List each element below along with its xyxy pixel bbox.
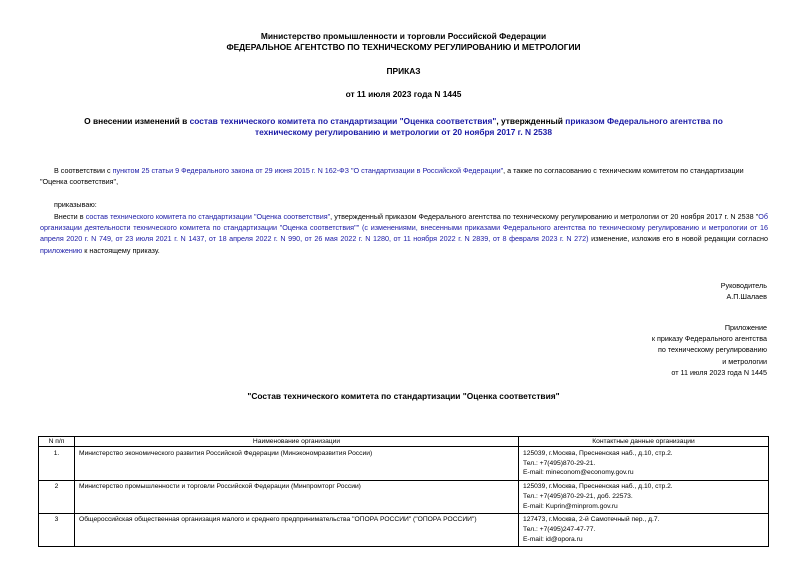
- table-row: [39, 447, 769, 480]
- preamble-a: В соответствии с: [54, 166, 113, 175]
- row-org-name: Министерство промышленности и торговли Российской Федерации (Минпромторг России): [75, 480, 519, 513]
- order-word: приказываю:: [54, 200, 97, 209]
- appendix-line1: Приложение: [724, 323, 767, 332]
- doc-type: ПРИКАЗ: [386, 66, 421, 76]
- preamble-c: "Оценка соответствия",: [40, 177, 119, 187]
- contact-phone: Тел.: +7(495)247-47-77.: [523, 526, 596, 534]
- table-row: [39, 480, 769, 513]
- contact-email: E-mail: id@opora.ru: [523, 536, 583, 544]
- appendix-line2: к приказу Федерального агентства: [651, 334, 767, 344]
- contact-email: E-mail: Kuprin@minprom.gov.ru: [523, 502, 618, 510]
- header-agency: ФЕДЕРАЛЬНОЕ АГЕНТСТВО ПО ТЕХНИЧЕСКОМУ РЕГУЛИРОВАНИЮ И МЕТРОЛОГИИ: [226, 42, 581, 52]
- title-part1: О внесении изменений в: [84, 116, 190, 126]
- body-link-composition[interactable]: состав технического комитета по стандартизации "Оценка соответствия": [85, 212, 331, 221]
- signature-block: [721, 280, 767, 302]
- body-b: , утвержденный приказом Федерального агентства по техническому регулированию и метрологии от 20 ноября 2017 г. N 2538 ": [330, 212, 759, 221]
- appendix-line3: по техническому регулированию: [657, 345, 767, 355]
- order-title: [0, 116, 807, 138]
- appendix-block: [652, 322, 767, 378]
- appendix-line4: и метрологии: [722, 356, 767, 366]
- preamble-b: , а также по согласованию с техническим комитетом по стандартизации: [503, 166, 744, 175]
- preamble-law-link[interactable]: пунктом 25 статьи 9 Федерального закона от 29 июня 2015 г. N 162-ФЗ "О стандартизации в Российской Федерации": [112, 166, 504, 175]
- doc-date-number: от 11 июля 2023 года N 1445: [345, 89, 462, 99]
- row-num: 3: [39, 513, 75, 546]
- contact-email: E-mail: mineconom@economy.gov.ru: [523, 469, 634, 477]
- appendix-line5: от 11 июля 2023 года N 1445: [671, 367, 767, 377]
- col-header-num: N п/п: [39, 437, 75, 447]
- body-amendments[interactable]: " (с изменениями, внесенными приказами Федерального агентства по техническому регулированию и метрологии от 16 апреля 2020 г. N 749, от 23 июля 2021 г. N 1437, от 18 апреля 2022 г. N 990, от 26 мая 2022 г. N 1280, от 11 ноября 2022 г. N 2839, от 8 февраля 2023 г. N 272): [40, 223, 769, 244]
- table-header-row: [39, 437, 769, 447]
- col-header-contact: Контактные данные организации: [519, 437, 769, 447]
- signature-name: А.П.Шалаев: [726, 292, 767, 302]
- contact-address: 125039, г.Москва, Пресненская наб., д.10, стр.2.: [523, 449, 673, 457]
- row-contact: [519, 513, 769, 546]
- body-d: изменение, изложив его в новой редакции согласно: [588, 234, 768, 244]
- order-title-line2: [0, 127, 807, 138]
- contact-phone: Тел.: +7(495)870-29-21.: [523, 459, 596, 467]
- contact-address: 127473, г.Москва, 2-й Самотечный пер., д.7.: [523, 516, 660, 524]
- composition-title: "Состав технического комитета по стандартизации "Оценка соответствия": [247, 391, 560, 401]
- body-a: Внести в: [54, 212, 86, 221]
- row-num: 1.: [39, 447, 75, 480]
- row-num: 2: [39, 480, 75, 513]
- title-part2: , утвержденный: [496, 116, 566, 126]
- col-header-name: Наименование организации: [75, 437, 519, 447]
- signature-role: Руководитель: [720, 281, 767, 290]
- preamble-paragraph: [40, 165, 768, 187]
- contact-phone: Тел.: +7(495)870-29-21, доб. 22573.: [523, 492, 633, 500]
- body-link-organization[interactable]: Об организации деятельности технического комитета по стандартизации "Оценка соответствия": [40, 212, 768, 233]
- row-contact: [519, 480, 769, 513]
- row-org-name: Министерство экономического развития Российской Федерации (Минэкономразвития России): [75, 447, 519, 480]
- title-link-order-b[interactable]: техническому регулированию и метрологии от 20 ноября 2017 г. N 2538: [255, 126, 552, 137]
- row-contact: [519, 447, 769, 480]
- order-title-line1: [0, 116, 807, 127]
- contact-address: 125039, г.Москва, Пресненская наб., д.10, стр.2.: [523, 483, 673, 491]
- table-row: [39, 513, 769, 546]
- title-link-composition[interactable]: состав технического комитета по стандартизации "Оценка соответствия": [189, 116, 497, 126]
- body-link-appendix[interactable]: приложению: [40, 245, 83, 255]
- row-org-name: Общероссийская общественная организация малого и среднего предпринимательства "ОПОРА РОССИИ" ("ОПОРА РОССИИ"): [75, 513, 519, 546]
- organizations-table: [38, 436, 769, 547]
- title-link-order-a[interactable]: приказом Федерального агентства по: [565, 116, 723, 126]
- body-paragraph: [40, 211, 768, 256]
- body-e: к настоящему приказу.: [82, 245, 160, 255]
- header-ministry: Министерство промышленности и торговли Российской Федерации: [260, 31, 547, 41]
